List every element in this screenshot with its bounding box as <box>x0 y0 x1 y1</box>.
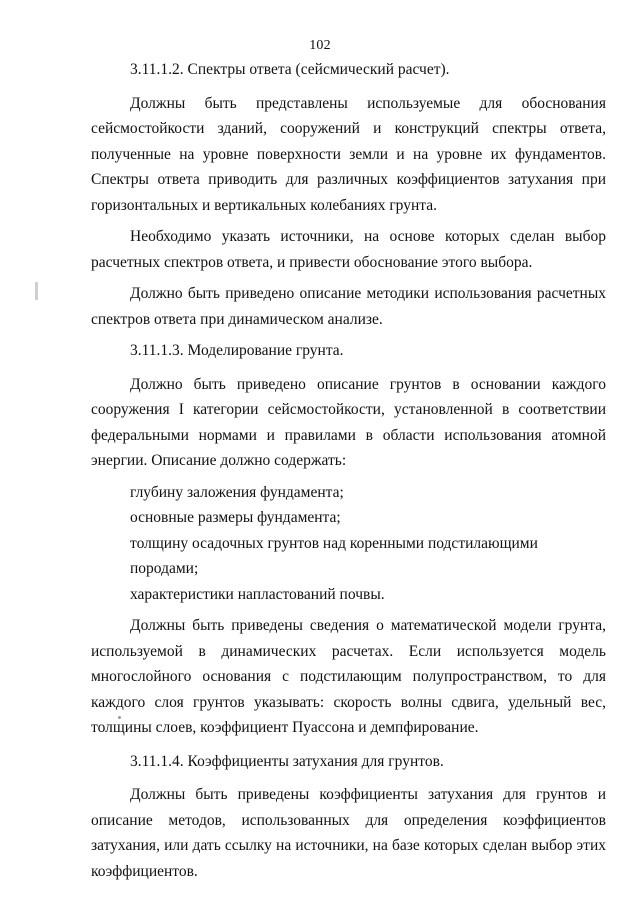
list-item: характеристики напластований почвы. <box>130 585 385 603</box>
list-item: основные размеры фундамента; <box>130 509 341 526</box>
paragraph: Должны быть приведены сведения о математической модели грунта, используемой в динамических расчетах. Если используется модель многослойного основания с подстилающим полупространством, то для каждого слоя грунтов указывать: скорость волны сдвига, удельный вес, толщины слоев, коэффициент Пуассона и демпфирование. <box>91 617 606 736</box>
section-heading-soil-modeling: 3.11.1.3. Моделирование грунта. <box>130 342 344 359</box>
paragraph: Должны быть представлены используемые для обоснования сейсмостойкости зданий, сооружений и конструкций спектры ответа, полученные на уровне поверхности земли и на уровне их фундаментов. Спектры ответа приводить для различных коэффициентов затухания при горизонтальных и вертикальных колебаниях грунта. <box>91 94 606 214</box>
paragraph: Должно быть приведено описание методики использования расчетных спектров ответа при динамическом анализе. <box>91 285 606 328</box>
list-item: глубину заложения фундамента; <box>130 483 344 501</box>
section-heading-response-spectra: 3.11.1.2. Спектры ответа (сейсмический расчет). <box>130 61 450 78</box>
requirements-list <box>91 480 606 608</box>
document-body <box>91 57 606 884</box>
page-number: 102 <box>309 38 331 53</box>
section-heading-damping-coefficients: 3.11.1.4. Коэффициенты затухания для грунтов. <box>130 752 444 770</box>
paragraph: Должны быть приведены коэффициенты затухания для грунтов и описание методов, использованных для определения коэффициентов затухания, или дать ссылку на источники, на базе которых сделан выбор этих коэффициентов. <box>91 786 606 880</box>
scan-margin-mark <box>35 282 38 300</box>
paragraph: Необходимо указать источники, на основе которых сделан выбор расчетных спектров ответа, и привести обоснование этого выбора. <box>91 228 606 271</box>
list-item: толщину осадочных грунтов над коренными подстилающими породами; <box>130 534 538 577</box>
paragraph: Должно быть приведено описание грунтов в основании каждого сооружения I категории сейсмостойкости, установленной в соответствии федеральными нормами и правилами в области использования атомной энергии. Описание должно содержать: <box>91 375 606 469</box>
